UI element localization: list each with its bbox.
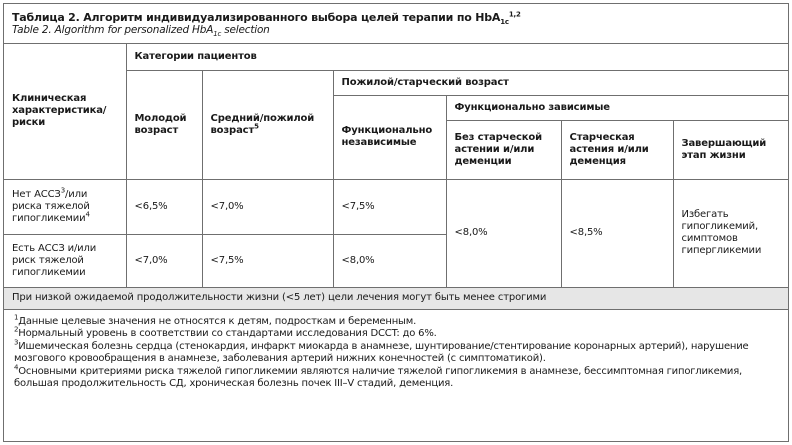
header-asthenia: Старческая астения и/или деменция <box>561 120 673 179</box>
footnote-number: 1 <box>14 313 19 322</box>
row-label-no-ascvd <box>4 179 126 234</box>
caption-title-en <box>12 24 788 37</box>
row-label-tail: /или риска тяжелой гипогликемии <box>12 188 90 224</box>
targets-table <box>4 44 788 310</box>
header-elderly: Пожилой/старческий возраст <box>333 70 788 95</box>
cell-asthenia: <8,5% <box>561 179 673 287</box>
caption-subscript: 1c <box>500 18 509 27</box>
footnotes <box>4 310 788 392</box>
header-row-1 <box>4 44 788 70</box>
cell-middle-2: <7,5% <box>202 234 333 287</box>
header-middle-text: Средний/пожилой возраст <box>210 112 315 136</box>
cell-end-of-life: Избегать гипогликемий, симптомов гипергликемии <box>673 179 788 287</box>
footnote <box>14 325 788 341</box>
header-middle-sup: 5 <box>254 122 259 131</box>
caption-en-tail: selection <box>221 24 270 36</box>
caption-title-ru-text: Таблица 2. Алгоритм индивидуализированного выбора целей терапии по HbA <box>12 11 501 24</box>
row-label-sup2: 4 <box>85 210 90 219</box>
header-no-asthenia: Без старческой астении и/или деменции <box>446 120 561 179</box>
footnote-number: 4 <box>14 363 19 372</box>
cell-independent-2: <8,0% <box>333 234 446 287</box>
cell-no-asthenia: <8,0% <box>446 179 561 287</box>
header-young: Молодой возраст <box>126 70 202 179</box>
header-patient-categories: Категории пациентов <box>126 44 788 70</box>
footnote-text: Основными критериями риска тяжелой гипогликемии являются наличие тяжелой гипогликемия в анамнезе, бессимптомная гипогликемия, <box>18 365 743 377</box>
caption-title-ru <box>12 10 788 27</box>
caption-en-subscript: 1c <box>213 30 222 39</box>
caption-superscript: 1,2 <box>508 10 521 19</box>
footnote <box>14 313 788 329</box>
table-frame <box>3 3 789 442</box>
cell-independent-1: <7,5% <box>333 179 446 234</box>
cell-middle-1: <7,0% <box>202 179 333 234</box>
cell-young-1: <6,5% <box>126 179 202 234</box>
footnote-number: 3 <box>14 338 19 347</box>
header-end-of-life: Завершающий этап жизни <box>673 120 788 179</box>
header-clinical: Клиническая характеристика/ риски <box>4 44 126 179</box>
footnote-continuation <box>14 378 788 391</box>
footnote-text: Ишемическая болезнь сердца (стенокардия, инфаркт миокарда в анамнезе, шунтирование/стентирование коронарных артерий), нарушение <box>18 340 749 352</box>
footnote <box>14 363 788 379</box>
footnote-number: 2 <box>14 325 19 334</box>
row-label-ascvd: Есть АССЗ и/или риск тяжелой гипогликемии <box>4 234 126 287</box>
table-caption <box>4 4 788 44</box>
footnote-text: большая продолжительность СД, хроническая болезнь почек III–V стадий, деменция. <box>14 378 454 390</box>
cell-young-2: <7,0% <box>126 234 202 287</box>
note-text: При низкой ожидаемой продолжительности жизни (<5 лет) цели лечения могут быть менее строгими <box>4 287 788 309</box>
footnote-continuation <box>14 353 788 366</box>
header-func-dependent: Функционально зависимые <box>446 95 788 120</box>
footnote-text: Нормальный уровень в соответствии со стандартами исследования DCCT: до 6%. <box>18 328 437 340</box>
table-row <box>4 179 788 234</box>
note-row <box>4 287 788 309</box>
caption-title-en-text: Table 2. Algorithm for personalized HbA <box>12 24 214 36</box>
header-func-independent: Функционально независимые <box>333 95 446 179</box>
header-middle <box>202 70 333 179</box>
footnote-text: Данные целевые значения не относятся к детям, подросткам и беременным. <box>18 315 417 327</box>
row-label-sup: 3 <box>60 186 66 195</box>
footnote <box>14 338 788 354</box>
footnote-text: мозгового кровообращения в анамнезе, заболевания артерий нижних конечностей (с симптоматикой). <box>14 353 546 365</box>
row-label-text: Нет АССЗ <box>12 188 61 200</box>
